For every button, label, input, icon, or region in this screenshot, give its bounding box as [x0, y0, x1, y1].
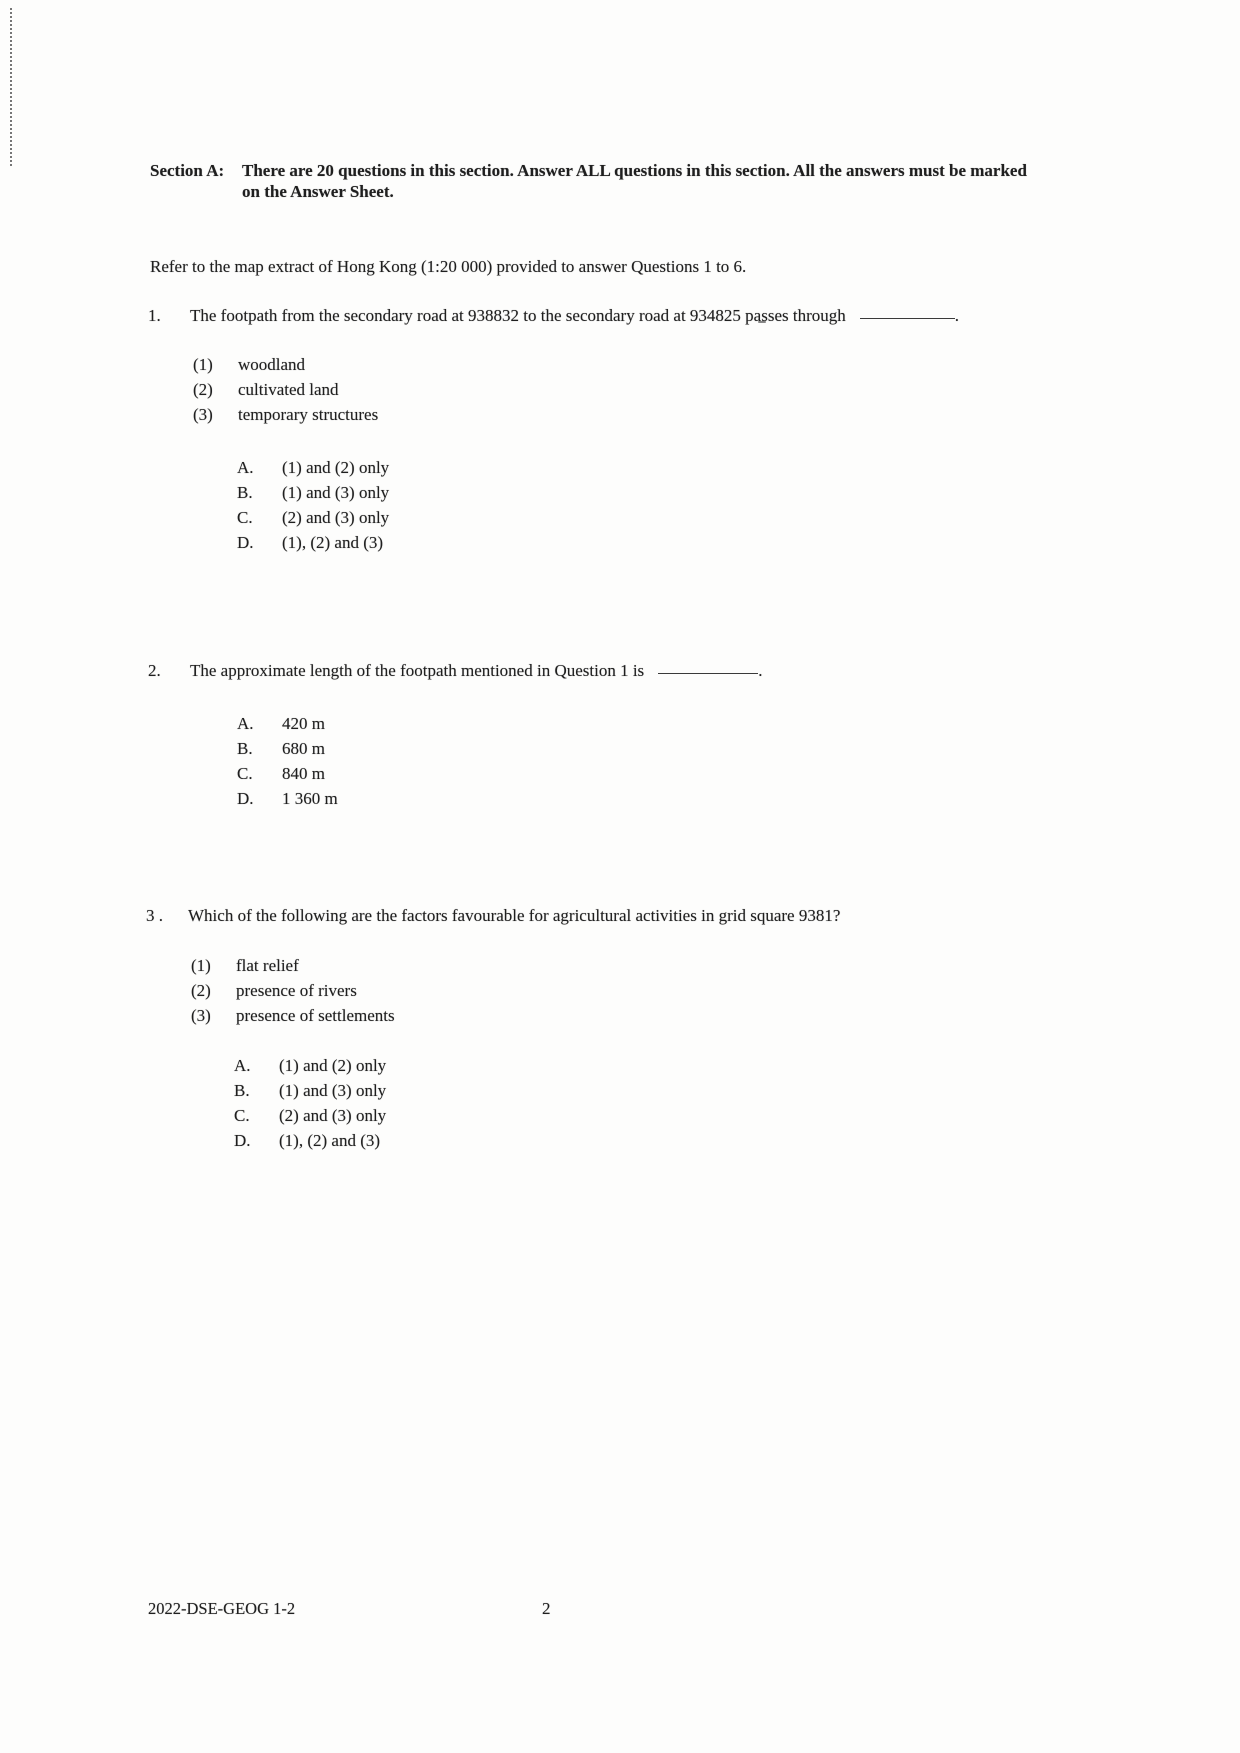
choice-letter: B. — [237, 483, 253, 502]
question-1-number: 1. — [148, 306, 161, 325]
choice-row — [237, 480, 389, 505]
choice-text: 680 m — [282, 739, 325, 758]
scan-artifact-dotted-line — [10, 8, 12, 166]
choice-text: (1), (2) and (3) — [279, 1131, 381, 1150]
question-3-stem: Which of the following are the factors favourable for agricultural activities in grid square 9381? — [188, 906, 841, 925]
choice-row — [237, 761, 338, 786]
choice-letter: C. — [237, 508, 253, 527]
question-3-number: 3 . — [146, 906, 163, 925]
choice-text: (2) and (3) only — [279, 1106, 387, 1125]
paper-code: 2022-DSE-GEOG 1-2 — [148, 1599, 296, 1618]
choice-letter: D. — [237, 789, 254, 808]
statement-number: (3) — [193, 405, 213, 424]
choice-text: (1) and (3) only — [279, 1081, 387, 1100]
choice-row — [234, 1103, 386, 1128]
choice-row — [234, 1078, 386, 1103]
question-2-choices — [237, 711, 338, 811]
statement-text: woodland — [238, 355, 306, 374]
statement-text: presence of settlements — [236, 1006, 395, 1025]
question-3-choices — [234, 1053, 386, 1153]
choice-text: 1 360 m — [282, 789, 338, 808]
choice-letter: D. — [234, 1131, 251, 1150]
choice-text: (1) and (2) only — [279, 1056, 387, 1075]
choice-letter: C. — [237, 764, 253, 783]
question-2-answer-blank — [658, 673, 758, 674]
statement-row — [193, 352, 378, 377]
statement-number: (2) — [191, 981, 211, 1000]
choice-letter: D. — [237, 533, 254, 552]
question-2-stem — [190, 660, 762, 681]
question-3-statements — [191, 953, 395, 1028]
choice-text: (1) and (3) only — [282, 483, 390, 502]
choice-text: (2) and (3) only — [282, 508, 390, 527]
choice-letter: B. — [237, 739, 253, 758]
choice-row — [234, 1053, 386, 1078]
statement-number: (2) — [193, 380, 213, 399]
choice-text: (1) and (2) only — [282, 458, 390, 477]
choice-text: (1), (2) and (3) — [282, 533, 384, 552]
question-2-stem-text: The approximate length of the footpath mentioned in Question 1 is — [190, 661, 645, 680]
choice-letter: A. — [237, 458, 254, 477]
choice-letter: A. — [237, 714, 254, 733]
page-number: 2 — [542, 1599, 551, 1618]
choice-row — [237, 505, 389, 530]
question-1-choices — [237, 455, 389, 555]
question-3 — [146, 905, 1196, 926]
choice-row — [234, 1128, 386, 1153]
choice-row — [237, 736, 338, 761]
choice-letter: A. — [234, 1056, 251, 1075]
choice-row — [237, 711, 338, 736]
choice-letter: B. — [234, 1081, 250, 1100]
statement-row — [191, 953, 395, 978]
section-a-header — [150, 160, 1036, 203]
statement-row — [193, 402, 378, 427]
question-2-number: 2. — [148, 661, 161, 680]
section-instructions: There are 20 questions in this section. Answer ALL questions in this section. All the answers must be marked on the Answer Sheet. — [242, 161, 1027, 202]
question-2 — [148, 660, 1148, 681]
section-label: Section A: — [150, 161, 225, 180]
statement-number: (1) — [193, 355, 213, 374]
choice-row — [237, 455, 389, 480]
statement-row — [193, 377, 378, 402]
statement-text: temporary structures — [238, 405, 379, 424]
question-1-stem-text: The footpath from the secondary road at 938832 to the secondary road at 934825 passes through — [190, 306, 846, 325]
statement-number: (1) — [191, 956, 211, 975]
statement-number: (3) — [191, 1006, 211, 1025]
question-1 — [148, 305, 1148, 326]
statement-row — [191, 1003, 395, 1028]
choice-letter: C. — [234, 1106, 250, 1125]
question-1-period: . — [954, 306, 959, 325]
question-2-period: . — [758, 661, 763, 680]
choice-row — [237, 786, 338, 811]
choice-text: 840 m — [282, 764, 325, 783]
choice-text: 420 m — [282, 714, 325, 733]
statement-text: cultivated land — [238, 380, 339, 399]
statement-text: flat relief — [236, 956, 299, 975]
choice-row — [237, 530, 389, 555]
question-1-answer-blank — [860, 318, 955, 319]
question-1-statements — [193, 352, 378, 427]
statement-row — [191, 978, 395, 1003]
question-1-stem — [190, 305, 959, 326]
map-reference-note: Refer to the map extract of Hong Kong (1:20 000) provided to answer Questions 1 to 6. — [150, 257, 747, 276]
statement-text: presence of rivers — [236, 981, 357, 1000]
